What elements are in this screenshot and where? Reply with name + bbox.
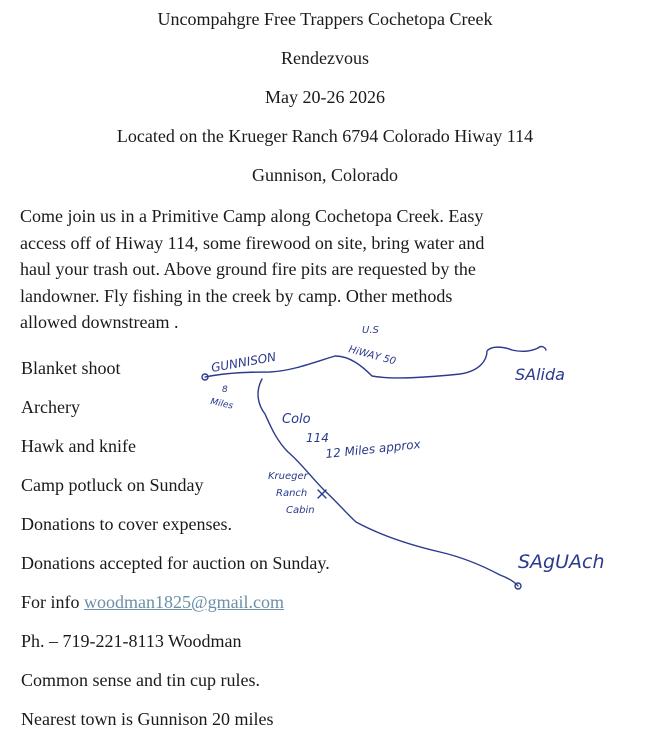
intro-line: access off of Hiway 114, some firewood on site, bring water and — [20, 232, 485, 253]
colo-label: Colo — [282, 412, 311, 427]
activity-hawk-and-knife: Hawk and knife — [21, 436, 136, 456]
krueger-label: Krueger — [268, 471, 308, 482]
intro-line: allowed downstream . — [20, 312, 179, 333]
saguache-map-label: SAgUAch — [518, 551, 605, 573]
salida-tail — [538, 347, 546, 350]
activity-archery: Archery — [21, 397, 80, 417]
event-town: Gunnison, Colorado — [252, 165, 398, 185]
donations-expenses: Donations to cover expenses. — [21, 514, 232, 534]
intro-paragraph — [20, 203, 620, 336]
twelve-miles-label: 12 Miles approx — [324, 437, 422, 461]
gunnison-map-label: GUNNISON — [210, 349, 278, 375]
intro-line: landowner. Fly fishing in the creek by camp. Other methods — [20, 285, 453, 306]
salida-map-label: SAlida — [515, 365, 565, 384]
intro-line: haul your trash out. Above ground fire pits are requested by the — [20, 259, 476, 280]
rules-note: Common sense and tin cup rules. — [21, 670, 260, 690]
hiway-50-label: HiWAY 50 — [347, 344, 397, 368]
highway-50-route — [205, 347, 538, 378]
activity-blanket-shoot: Blanket shoot — [21, 358, 121, 378]
ranch-label: Ranch — [276, 488, 308, 499]
contact-info — [21, 591, 284, 613]
cabin-label: Cabin — [286, 505, 315, 516]
nearest-town: Nearest town is Gunnison 20 miles — [21, 709, 274, 729]
eight-label: 8 — [222, 385, 228, 395]
ranch-mark — [318, 490, 326, 498]
info-label: For info — [21, 592, 84, 612]
miles-label: Miles — [209, 397, 234, 412]
saguache-marker — [515, 583, 521, 589]
activity-potluck: Camp potluck on Sunday — [21, 475, 204, 495]
event-subtitle: Rendezvous — [281, 48, 369, 68]
intro-line: Come join us in a Primitive Camp along Cochetopa Creek. Easy — [20, 206, 484, 226]
event-location: Located on the Krueger Ranch 6794 Colorado Hiway 114 — [116, 126, 534, 146]
event-dates: May 20-26 2026 — [265, 87, 385, 107]
donations-auction: Donations accepted for auction on Sunday. — [21, 553, 330, 573]
hwy-114-label: 114 — [306, 431, 329, 445]
gunnison-marker — [202, 374, 208, 380]
phone-number: Ph. – 719-221-8113 Woodman — [21, 631, 242, 651]
us-label: U.S — [362, 325, 379, 336]
event-title: Uncompahgre Free Trappers Cochetopa Creek — [157, 9, 493, 29]
email-link[interactable]: woodman1825@gmail.com — [84, 592, 285, 612]
